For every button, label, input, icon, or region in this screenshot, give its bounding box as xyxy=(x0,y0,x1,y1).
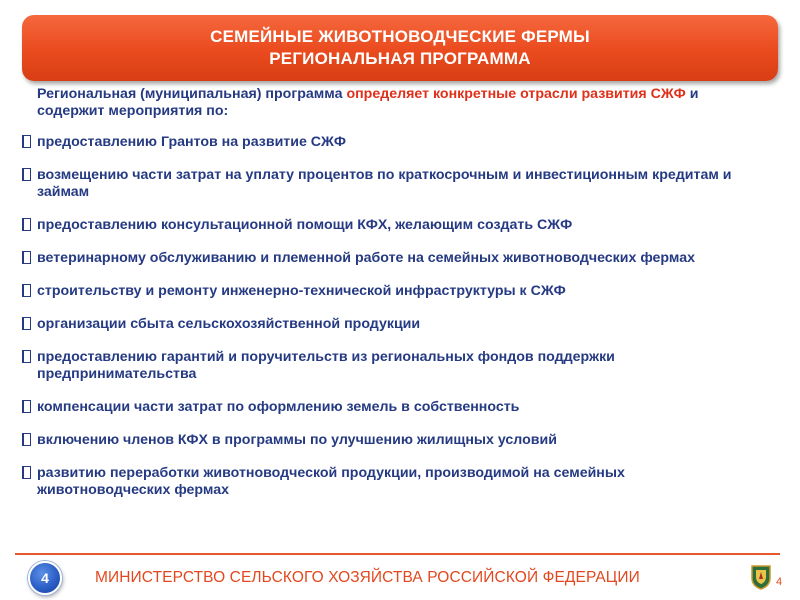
bullet-icon xyxy=(22,284,31,297)
intro-text-start: Региональная (муниципальная) программа xyxy=(37,86,347,102)
bullet-icon xyxy=(22,350,31,363)
list-item xyxy=(22,399,762,416)
list-item-text: предоставлению гарантий и поручительств из региональных фондов поддержки предпринимательства xyxy=(37,349,615,382)
list-item-text: развитию переработки животноводческой продукции, производимой на семейных животноводческих фермах xyxy=(37,465,625,498)
list-item-text: предоставлению консультационной помощи КФХ, желающим создать СЖФ xyxy=(37,217,573,233)
bullet-icon xyxy=(22,135,31,148)
intro-text-end: и содержит мероприятия по: xyxy=(37,86,699,119)
list-item xyxy=(22,432,762,449)
bullet-icon xyxy=(22,466,31,479)
list-item-text: компенсации части затрат по оформлению земель в собственность xyxy=(37,399,520,415)
intro-paragraph xyxy=(22,86,762,120)
bullet-icon xyxy=(22,317,31,330)
list-item-text: предоставлению Грантов на развитие СЖФ xyxy=(37,134,346,150)
slide-content xyxy=(22,86,762,515)
bullet-icon xyxy=(22,433,31,446)
footer-divider xyxy=(15,553,780,555)
list-item-text: строительству и ремонту инженерно-технической инфраструктуры к СЖФ xyxy=(37,283,566,299)
bullet-icon xyxy=(22,168,31,181)
list-item-text: возмещению части затрат на уплату процентов по краткосрочным и инвестиционным кредитам и займам xyxy=(37,167,732,200)
ministry-name: МИНИСТЕРСТВО СЕЛЬСКОГО ХОЗЯЙСТВА РОССИЙСКОЙ ФЕДЕРАЦИИ xyxy=(95,569,640,586)
list-item-text: включению членов КФХ в программы по улучшению жилищных условий xyxy=(37,432,557,448)
list-item xyxy=(22,250,762,267)
bullet-icon xyxy=(22,218,31,231)
list-item xyxy=(22,283,762,300)
list-item xyxy=(22,217,762,234)
list-item-text: организации сбыта сельскохозяйственной продукции xyxy=(37,316,421,332)
intro-highlight: определяет конкретные отрасли развития СЖФ xyxy=(346,86,686,102)
ministry-emblem-icon xyxy=(750,564,772,590)
bullet-icon xyxy=(22,400,31,413)
bullet-icon xyxy=(22,251,31,264)
title-line-2: РЕГИОНАЛЬНАЯ ПРОГРАММА xyxy=(269,49,531,68)
list-item xyxy=(22,465,762,499)
list-item xyxy=(22,349,762,383)
title-line-1: СЕМЕЙНЫЕ ЖИВОТНОВОДЧЕСКИЕ ФЕРМЫ xyxy=(210,27,590,46)
title-banner xyxy=(22,15,778,81)
corner-number: 4 xyxy=(776,576,783,588)
page-number-badge: 4 xyxy=(28,561,62,595)
list-item xyxy=(22,316,762,333)
list-item xyxy=(22,134,762,151)
list-item-text: ветеринарному обслуживанию и племенной работе на семейных животноводческих фермах xyxy=(37,250,696,266)
list-item xyxy=(22,167,762,201)
